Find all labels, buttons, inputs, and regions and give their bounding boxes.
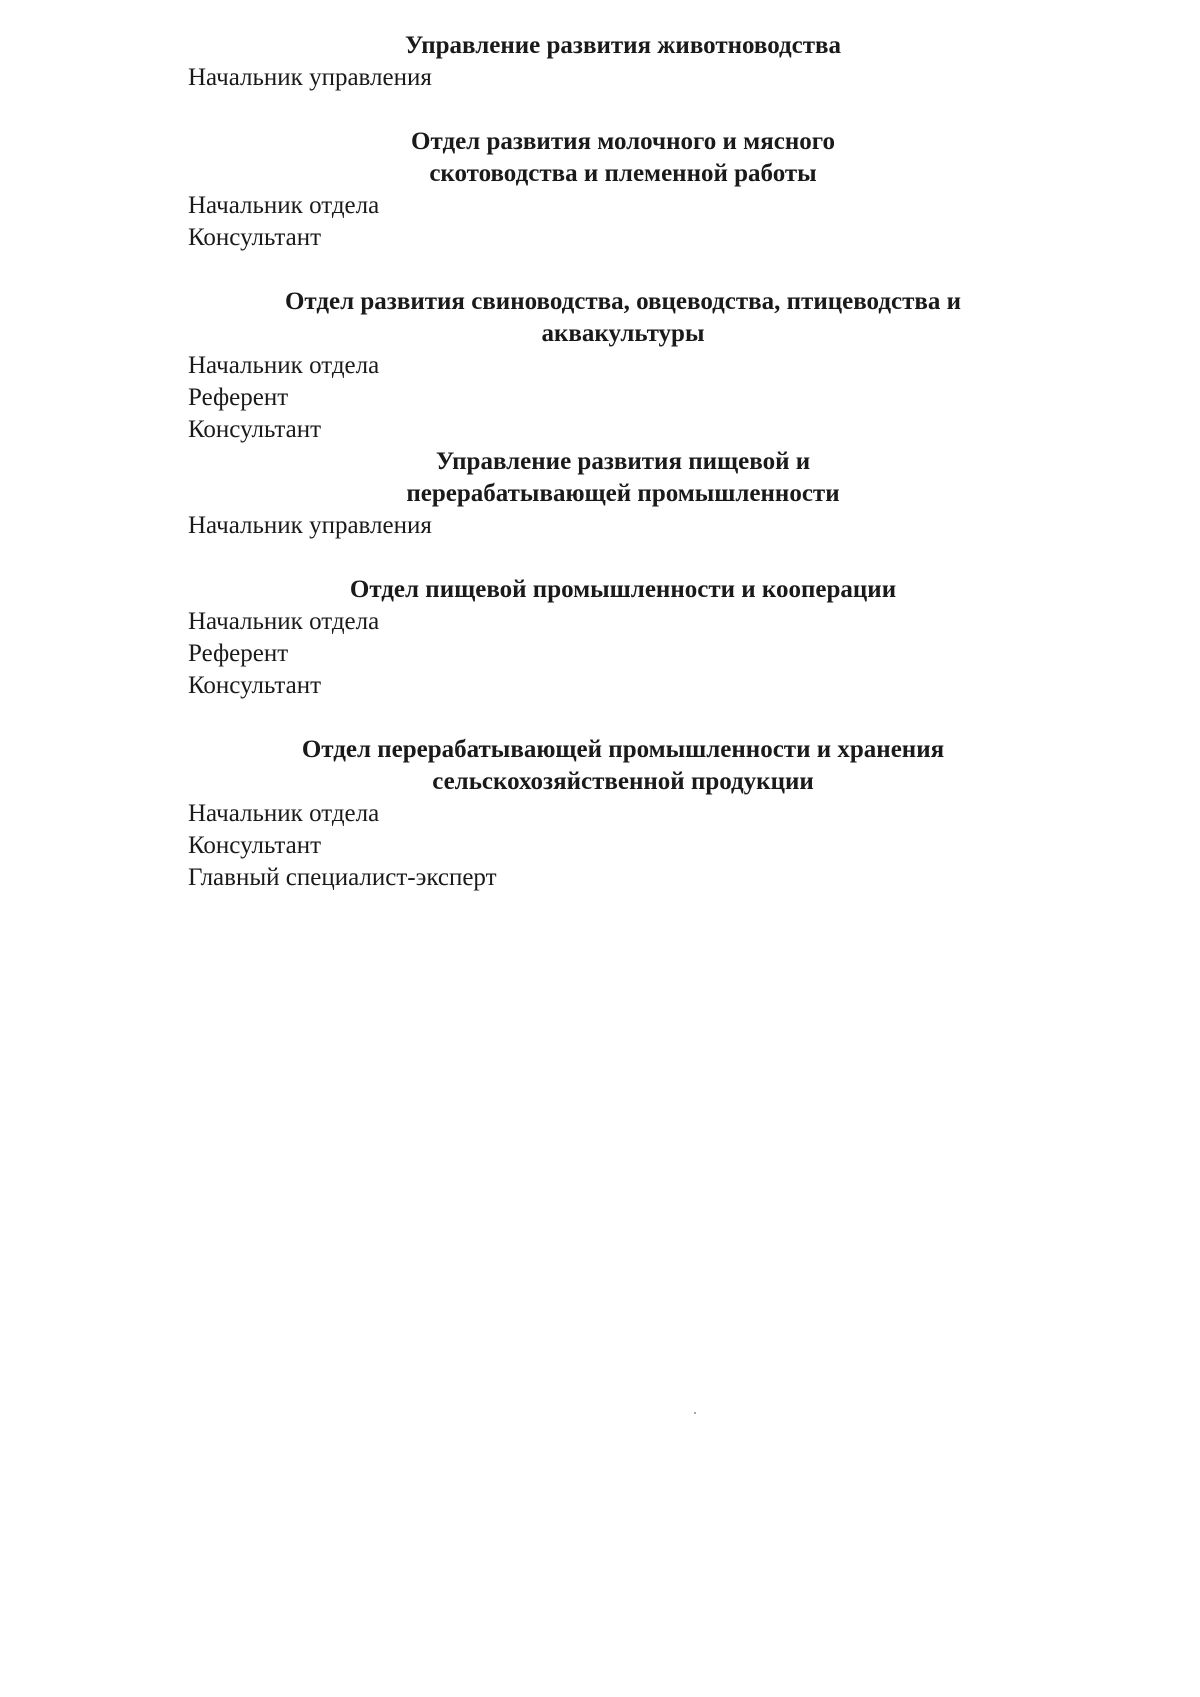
- section-heading: [188, 734, 1058, 798]
- role-item: Консультант: [188, 672, 322, 699]
- role-item: Начальник управления: [188, 64, 432, 91]
- role-item: Начальник отдела: [188, 352, 380, 379]
- section-food-industry-department: [188, 574, 1058, 702]
- heading-line: Управление развития пищевой и: [435, 448, 811, 475]
- role-item: Консультант: [188, 416, 322, 443]
- heading-line: скотоводства и племенной работы: [429, 160, 817, 187]
- heading-line: Управление развития животноводства: [404, 32, 842, 59]
- heading-line: Отдел перерабатывающей промышленности и хранения: [301, 736, 945, 763]
- role-item: Начальник отдела: [188, 608, 380, 635]
- section-food-processing-directorate: [188, 446, 1058, 542]
- document-page: [188, 30, 1058, 894]
- heading-line: Отдел развития молочного и мясного: [411, 128, 835, 155]
- section-processing-storage-department: [188, 734, 1058, 894]
- section-heading: [188, 126, 1058, 190]
- role-item: Начальник отдела: [188, 192, 380, 219]
- role-item: Референт: [188, 384, 289, 411]
- role-item: Начальник управления: [188, 512, 432, 539]
- role-item: Главный специалист-эксперт: [188, 864, 497, 891]
- scan-speck: [694, 1412, 696, 1414]
- role-item: Консультант: [188, 832, 322, 859]
- section-heading: [188, 446, 1058, 510]
- heading-line: аквакультуры: [541, 320, 705, 347]
- heading-line: сельскохозяйственной продукции: [432, 768, 814, 795]
- section-heading: [188, 574, 1058, 606]
- role-item: Консультант: [188, 224, 322, 251]
- section-heading: [188, 30, 1058, 62]
- role-item: Референт: [188, 640, 289, 667]
- role-item: Начальник отдела: [188, 800, 380, 827]
- section-dairy-meat-department: [188, 126, 1058, 254]
- heading-line: Отдел пищевой промышленности и кооперации: [349, 576, 897, 603]
- section-pig-sheep-poultry-department: [188, 286, 1058, 446]
- heading-line: перерабатывающей промышленности: [406, 480, 840, 507]
- section-livestock-directorate: [188, 30, 1058, 94]
- section-heading: [188, 286, 1058, 350]
- heading-line: Отдел развития свиноводства, овцеводства, птицеводства и: [284, 288, 962, 315]
